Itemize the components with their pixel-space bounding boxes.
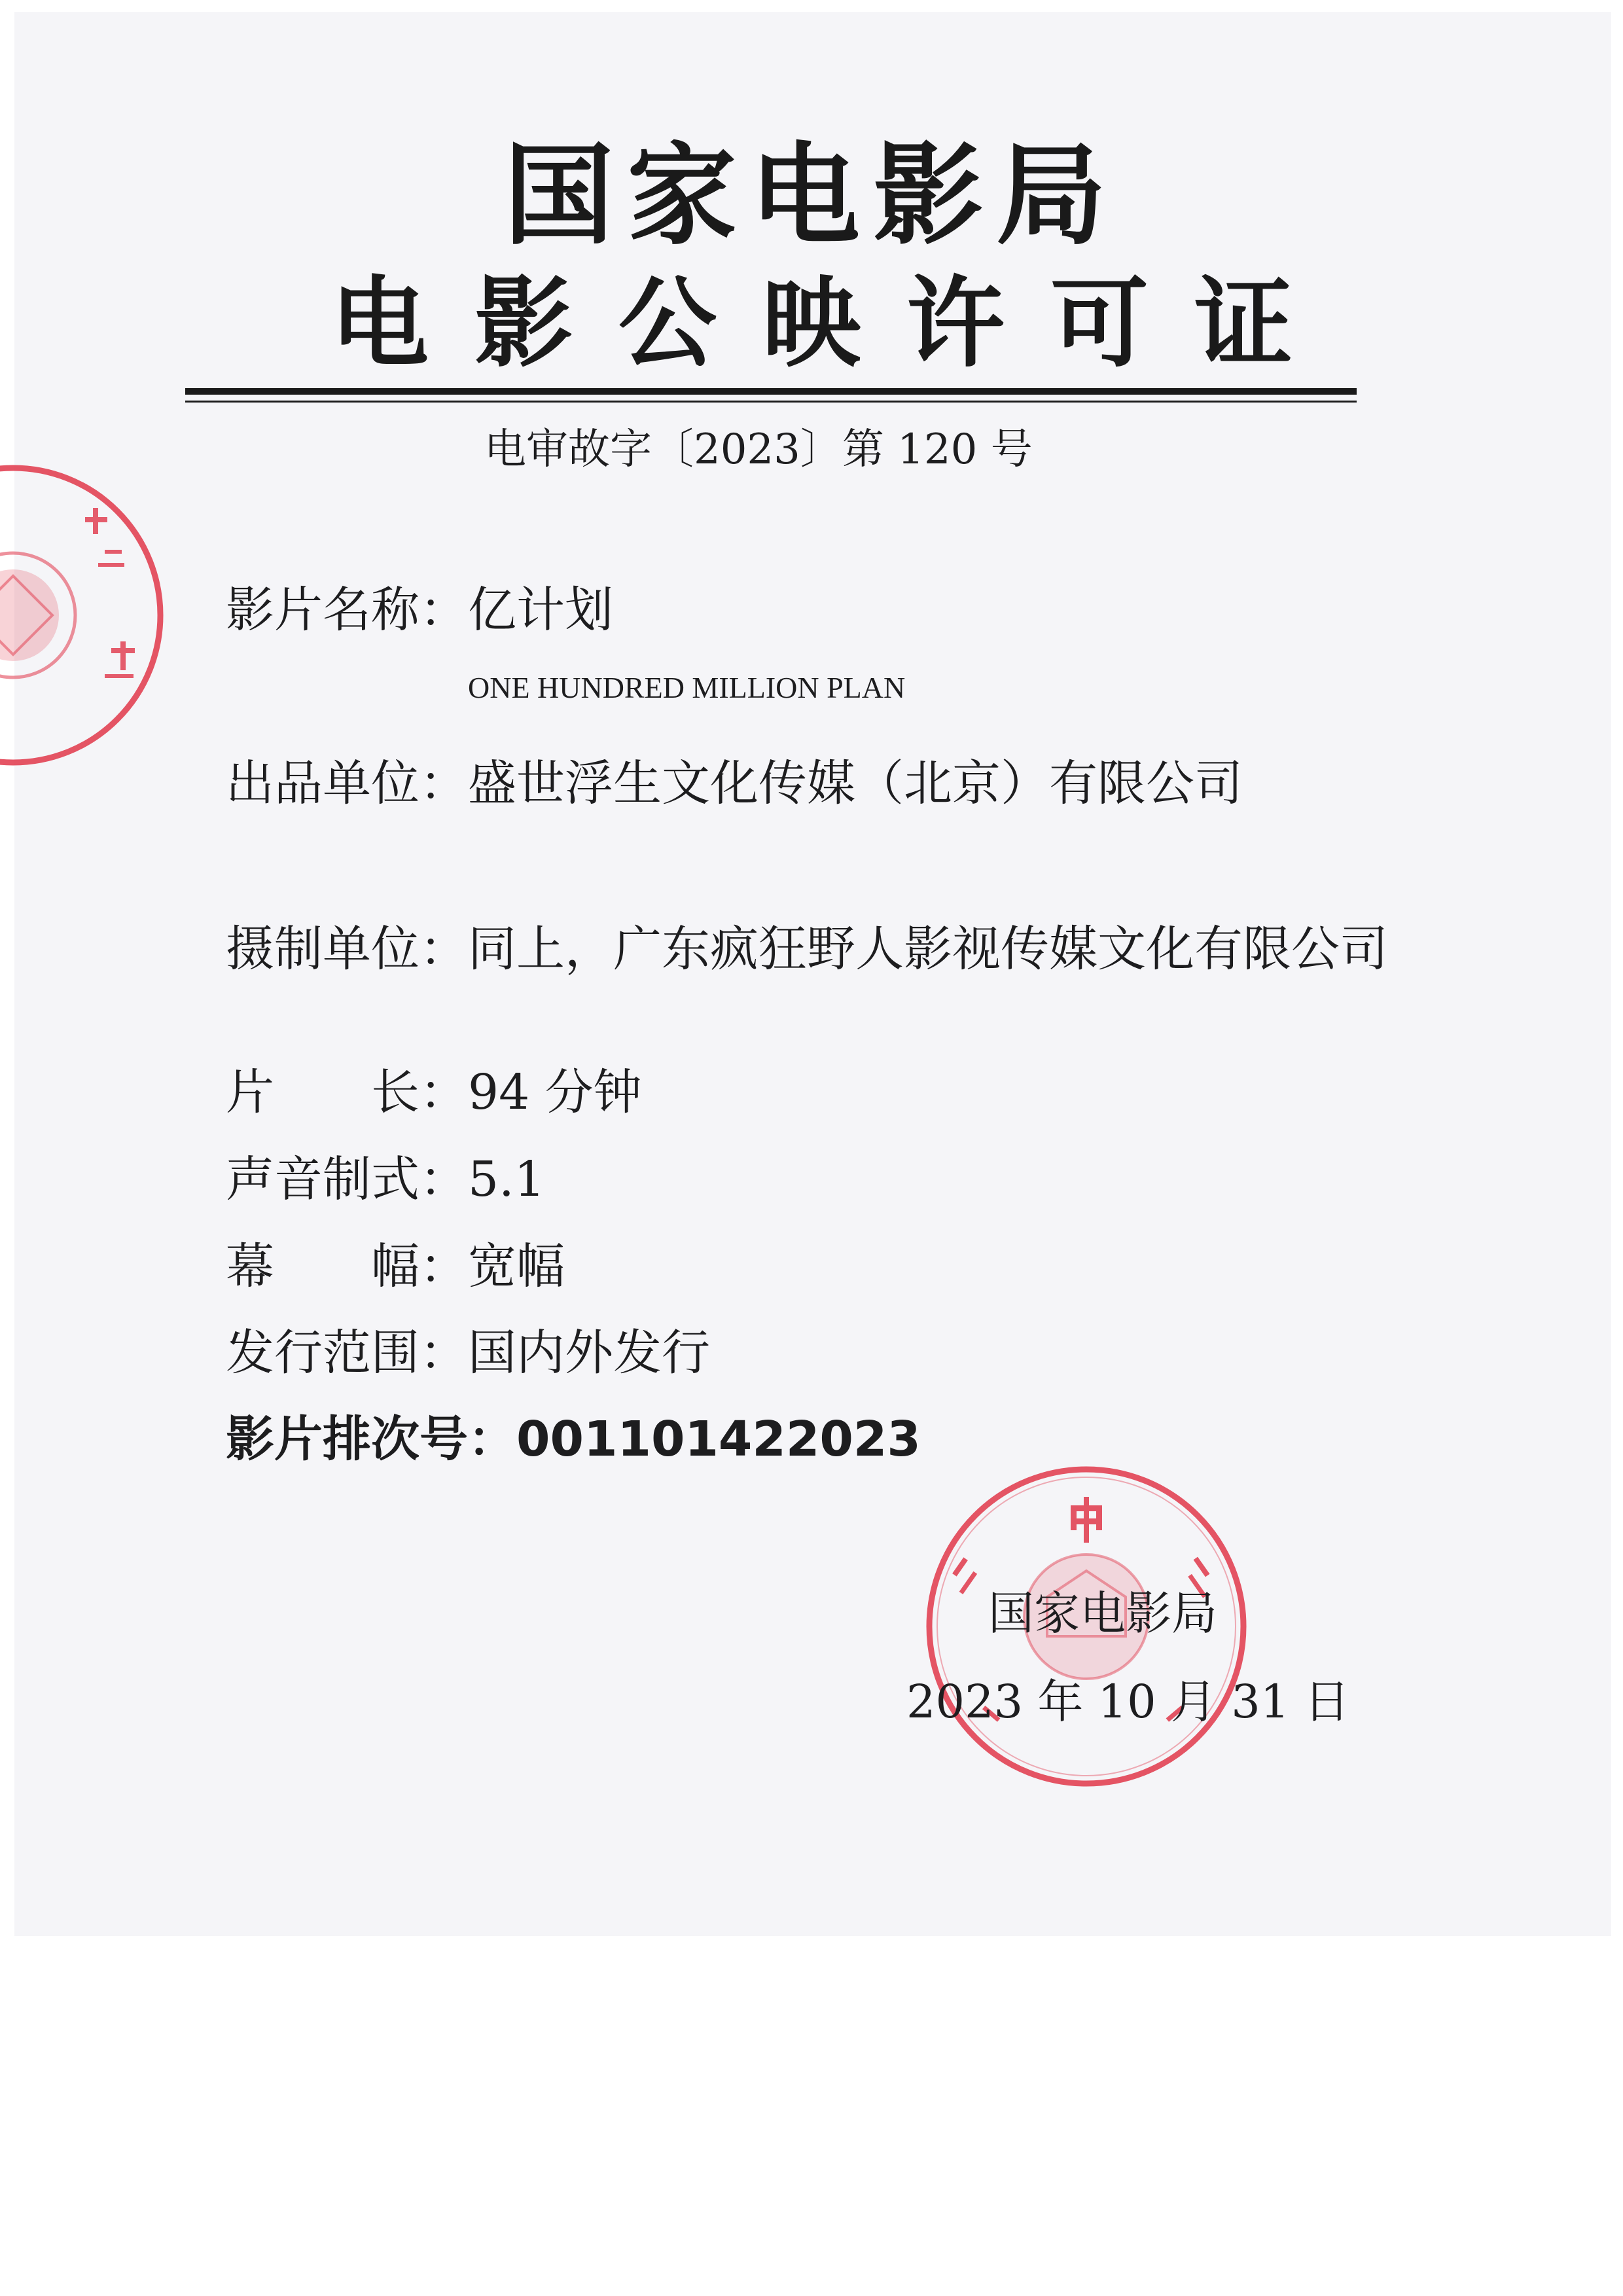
field-producer (226, 755, 1243, 812)
production-company-label: 摄制单位： (226, 921, 468, 977)
field-distribution (226, 1325, 710, 1381)
field-screen-format (226, 1238, 565, 1295)
field-serial-number (226, 1411, 921, 1467)
screen-format-label-b: 幅： (371, 1238, 468, 1295)
field-length (226, 1064, 642, 1121)
length-value: 94 分钟 (468, 1064, 642, 1121)
certificate-title: 电影公映许可证 (330, 267, 1338, 381)
screen-format-label-a: 幕 (226, 1238, 274, 1295)
distribution-label: 发行范围： (226, 1325, 468, 1381)
film-name-english: ONE HUNDRED MILLION PLAN (468, 671, 906, 704)
producer-value: 盛世浮生文化传媒（北京）有限公司 (468, 755, 1243, 812)
film-name-label: 影片名称： (226, 582, 468, 638)
issue-date: 2023 年 10 月 31 日 (906, 1675, 1350, 1729)
sound-format-value: 5.1 (468, 1151, 545, 1208)
serial-number-label: 影片排次号： (226, 1411, 516, 1467)
production-company-value: 同上，广东疯狂野人影视传媒文化有限公司 (468, 921, 1388, 977)
distribution-value: 国内外发行 (468, 1325, 710, 1381)
title-rule-thin (185, 401, 1357, 403)
film-name-value: 亿计划 (468, 582, 613, 638)
field-film-name (226, 582, 613, 638)
length-label-a: 片 (226, 1064, 274, 1121)
field-production-company (226, 921, 1388, 977)
producer-label: 出品单位： (226, 755, 468, 812)
screen-format-value: 宽幅 (468, 1238, 565, 1295)
agency-title: 国家电影局 (504, 132, 1119, 260)
sound-format-label: 声音制式： (226, 1151, 468, 1208)
serial-number-value: 001101422023 (516, 1411, 921, 1467)
title-rule-thick (185, 388, 1357, 395)
field-sound-format (226, 1151, 545, 1208)
document-number: 电审故字〔2023〕第 120 号 (484, 425, 1033, 474)
length-label-b: 长： (371, 1064, 468, 1121)
edge-seal-stamp (0, 452, 170, 792)
issuer-name: 国家电影局 (988, 1587, 1217, 1640)
